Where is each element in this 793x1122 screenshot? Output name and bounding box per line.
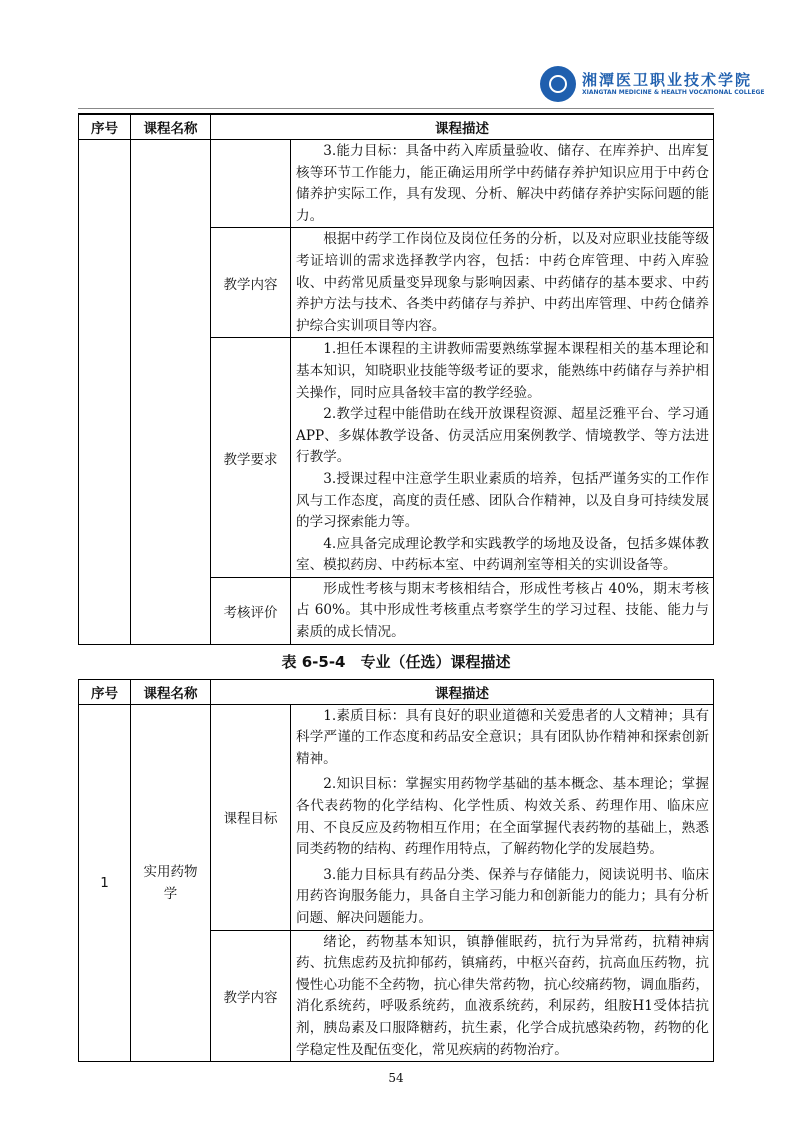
logo-name-en: XIANGTAN MEDICINE & HEALTH VOCATIONAL COLLEGE bbox=[582, 89, 765, 96]
elective-course-table bbox=[78, 679, 714, 1063]
no-cell: 1 bbox=[79, 704, 131, 1062]
description-cell bbox=[291, 228, 714, 338]
description-cell bbox=[291, 577, 714, 644]
description-cell bbox=[291, 930, 714, 1062]
sub-label: 教学内容 bbox=[211, 228, 291, 338]
college-seal-icon bbox=[540, 66, 576, 102]
sub-label: 教学要求 bbox=[211, 338, 291, 578]
col-description: 课程描述 bbox=[211, 679, 714, 704]
course-name-cell: 实用药物学 bbox=[131, 704, 211, 1062]
description-cell bbox=[291, 140, 714, 228]
table-caption: 表 6-5-4 专业（任选）课程描述 bbox=[281, 652, 511, 671]
course-table-continued bbox=[78, 113, 714, 645]
header-rule bbox=[78, 108, 714, 109]
col-course-name: 课程名称 bbox=[131, 114, 211, 140]
table-row bbox=[79, 704, 714, 930]
col-description: 课程描述 bbox=[211, 114, 714, 140]
sub-label: 课程目标 bbox=[211, 704, 291, 930]
col-no: 序号 bbox=[79, 679, 131, 704]
page bbox=[78, 0, 765, 1106]
paragraph: 3.能力目标具有药品分类、保养与存储能力，阅读说明书、临床用药咨询服务能力，具备自主学习能力和创新能力的能力；具有分析问题、解决问题能力。 bbox=[296, 866, 709, 926]
paragraph: 根据中药学工作岗位及岗位任务的分析，以及对应职业技能等级考证培训的需求选择教学内容，包括：中药仓库管理、中药入库验收、中药常见质量变异现象与影响因素、中药储存的基本要求、中药养护方法与技术、各类中药储存与养护、中药出库管理、中药仓储养护综合实训项目等内容。 bbox=[296, 231, 709, 334]
paragraph: 绪论，药物基本知识，镇静催眠药，抗行为异常药，抗精神病药、抗焦虑药及抗抑郁药，镇痛药，中枢兴奋药，抗高血压药物，抗慢性心功能不全药物，抗心律失常药物，抗心绞痛药物，调血脂药，消化系统药，呼吸系统药，血液系统药，利尿药，组胺H1受体拮抗剂，胰岛素及口服降糖药，抗生素，化学合成抗感染药物，药物的化学稳定性及配伍变化，常见疾病的药物治疗。 bbox=[296, 933, 709, 1058]
paragraph: 形成性考核与期末考核相结合，形成性考核占 40%，期末考核占 60%。其中形成性考核重点考察学生的学习过程、技能、能力与素质的成长情况。 bbox=[296, 580, 709, 641]
sub-label: 考核评价 bbox=[211, 577, 291, 644]
description-cell bbox=[291, 338, 714, 578]
paragraph: 2.教学过程中能借助在线开放课程资源、超星泛雅平台、学习通 APP、多媒体教学设备、仿灵活应用案例教学、情境教学、等方法进行教学。 bbox=[296, 406, 709, 466]
table-row bbox=[79, 140, 714, 228]
col-no: 序号 bbox=[79, 114, 131, 140]
sub-label bbox=[211, 140, 291, 228]
paragraph: 3.能力目标：具备中药入库质量验收、储存、在库养护、出库复核等环节工作能力，能正确运用所学中药储存养护知识应用于中药仓储养护实际工作，具有发现、分析、解决中药储存养护实际问题的能力。 bbox=[296, 143, 709, 224]
logo-name-cn: 湘潭医卫职业技术学院 bbox=[582, 71, 753, 89]
description-cell bbox=[291, 704, 714, 930]
no-cell bbox=[79, 140, 131, 645]
table-header-row bbox=[79, 114, 714, 140]
college-logo bbox=[540, 66, 765, 102]
sub-label: 教学内容 bbox=[211, 930, 291, 1062]
paragraph: 1.担任本课程的主讲教师需要熟练掌握本课程相关的基本理论和基本知识，知晓职业技能等级考证的要求，能熟练中药储存与养护相关操作，同时应具备较丰富的教学经验。 bbox=[296, 341, 709, 401]
paragraph: 4.应具备完成理论教学和实践教学的场地及设备，包括多媒体教室、模拟药房、中药标本室、中药调剂室等相关的实训设备等。 bbox=[296, 535, 709, 574]
paragraph: 1.素质目标：具有良好的职业道德和关爱患者的人文精神；具有科学严谨的工作态度和药品安全意识；具有团队协作精神和探索创新精神。 bbox=[296, 707, 709, 767]
course-name-cell bbox=[131, 140, 211, 645]
table-header-row bbox=[79, 679, 714, 704]
paragraph: 3.授课过程中注意学生职业素质的培养，包括严谨务实的工作作风与工作态度，高度的责任感、团队合作精神，以及自身可持续发展的学习探索能力等。 bbox=[296, 470, 709, 531]
col-course-name: 课程名称 bbox=[131, 679, 211, 704]
page-number: 54 bbox=[388, 1071, 404, 1086]
paragraph: 2.知识目标：掌握实用药物学基础的基本概念、基本理论；掌握各代表药物的化学结构、化学性质、构效关系、药理作用、临床应用、不良反应及药物相互作用；在全面掌握代表药物的基础上，熟悉同类药物的结构、药理作用特点，了解药物化学的发展趋势。 bbox=[296, 776, 709, 858]
